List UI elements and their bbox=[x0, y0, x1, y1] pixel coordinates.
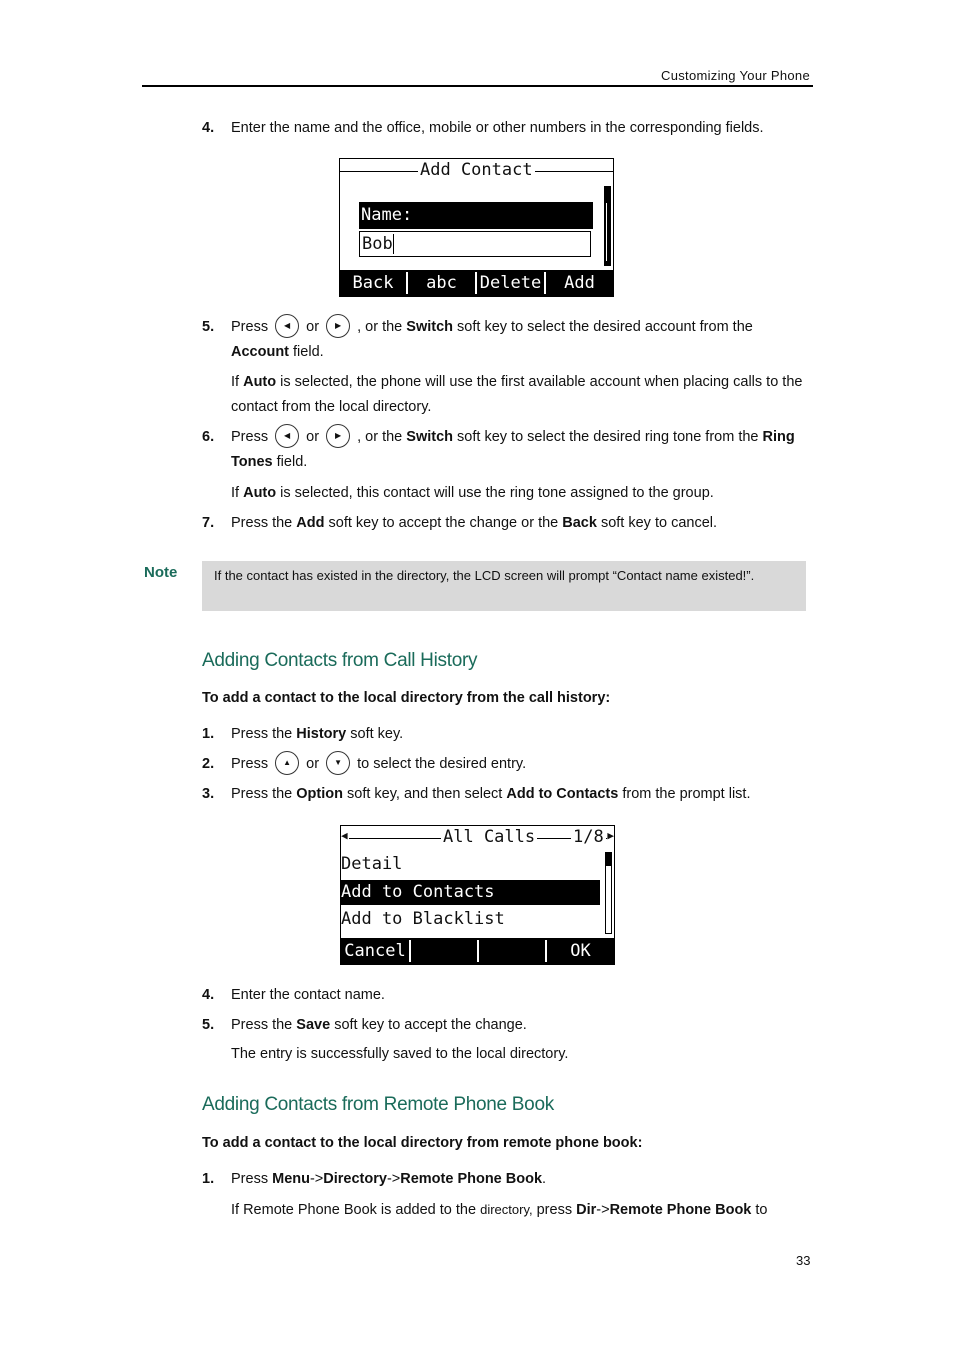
auto-term: Auto bbox=[243, 374, 277, 390]
note-label: Note bbox=[144, 564, 178, 581]
softkey-delete[interactable]: Delete bbox=[477, 270, 544, 296]
text: to bbox=[755, 1202, 768, 1218]
step-number: 2. bbox=[202, 756, 215, 772]
softkey-abc[interactable]: abc bbox=[408, 270, 475, 296]
menu-item-add-to-contacts[interactable] bbox=[341, 880, 600, 905]
name-input[interactable] bbox=[359, 231, 591, 257]
step-5-select-account bbox=[202, 315, 814, 365]
text: soft key, and then select bbox=[347, 786, 503, 802]
softkey-ok[interactable]: OK bbox=[547, 938, 614, 964]
lcd-add-contact-screen bbox=[339, 158, 614, 297]
ring-tones-term: Ring bbox=[762, 429, 795, 445]
softkey-separator bbox=[545, 940, 547, 962]
section-heading-call-history: Adding Contacts from Call History bbox=[202, 650, 478, 671]
step-4-enter-fields bbox=[202, 116, 814, 141]
text: , or the bbox=[357, 319, 403, 335]
menu-item-detail[interactable]: Detail bbox=[341, 854, 403, 874]
switch-softkey-term: Switch bbox=[406, 319, 454, 335]
text: directory, bbox=[480, 1202, 533, 1217]
step-text bbox=[231, 1013, 814, 1038]
remote-book-note bbox=[231, 1197, 816, 1223]
call-history-step-4 bbox=[202, 983, 814, 1008]
right-arrow-icon: ▶ bbox=[607, 829, 614, 842]
procedure-title: To add a contact to the local directory from the call history: bbox=[202, 690, 611, 706]
back-softkey-term: Back bbox=[562, 515, 597, 531]
left-arrow-icon: ◀ bbox=[341, 829, 348, 842]
text: or bbox=[306, 429, 320, 445]
call-history-step-5 bbox=[202, 1013, 814, 1038]
text: Press bbox=[231, 429, 269, 445]
step-number: 4. bbox=[202, 120, 215, 136]
text: is selected, the phone will use the first available account when placing calls to the contact from the local directory. bbox=[231, 374, 803, 415]
text: soft key to accept the change. bbox=[334, 1017, 527, 1033]
auto-term: Auto bbox=[243, 485, 277, 501]
text: soft key to accept the change or the bbox=[328, 515, 559, 531]
down-navigation-key-icon: ▼ bbox=[326, 751, 350, 775]
text: field. bbox=[276, 454, 308, 470]
step-number: 5. bbox=[202, 319, 215, 335]
arrow-text: -> bbox=[596, 1202, 610, 1218]
text: If Remote Phone Book is added to the bbox=[231, 1202, 477, 1218]
remote-phone-book-term: Remote Phone Book bbox=[400, 1171, 543, 1187]
text: to select the desired entry. bbox=[357, 756, 527, 772]
text: Press the bbox=[231, 726, 293, 742]
text: Press the bbox=[231, 786, 293, 802]
text: , or the bbox=[357, 429, 403, 445]
auto-ringtone-note bbox=[231, 481, 816, 506]
step-text: Enter the name and the office, mobile or other numbers in the corresponding fields. bbox=[231, 120, 764, 136]
option-softkey-term: Option bbox=[296, 786, 343, 802]
call-history-step-1 bbox=[202, 722, 814, 747]
text: Press bbox=[231, 1171, 269, 1187]
step-number: 5. bbox=[202, 1017, 215, 1033]
step-6-select-ring-tone bbox=[202, 425, 814, 475]
softkey-cancel[interactable]: Cancel bbox=[341, 938, 409, 964]
menu-item-add-to-blacklist[interactable]: Add to Blacklist bbox=[341, 909, 505, 929]
step-number: 1. bbox=[202, 1171, 215, 1187]
step-text bbox=[231, 425, 814, 475]
lcd-title: All Calls bbox=[443, 827, 536, 847]
text-cursor bbox=[393, 234, 394, 254]
auto-account-note bbox=[231, 370, 816, 420]
text: press bbox=[532, 1202, 573, 1218]
text: or bbox=[306, 319, 320, 335]
right-navigation-key-icon: ▶ bbox=[326, 424, 350, 448]
running-header: Customizing Your Phone bbox=[661, 68, 810, 83]
softkey-empty[interactable] bbox=[479, 938, 545, 964]
scrollbar-track bbox=[606, 203, 607, 261]
softkey-separator bbox=[409, 940, 411, 962]
step-number: 6. bbox=[202, 429, 215, 445]
add-to-contacts-term: Add to Contacts bbox=[506, 786, 619, 802]
right-navigation-key-icon: ▶ bbox=[326, 314, 350, 338]
up-navigation-key-icon: ▲ bbox=[275, 751, 299, 775]
dir-term: Dir bbox=[576, 1202, 597, 1218]
text: If bbox=[231, 485, 240, 501]
text: Press bbox=[231, 756, 269, 772]
menu-term: Menu bbox=[272, 1171, 310, 1187]
call-history-step-2 bbox=[202, 752, 814, 777]
arrow-text: -> bbox=[309, 1171, 324, 1187]
step-text bbox=[231, 722, 814, 747]
page-number: 33 bbox=[796, 1253, 811, 1268]
switch-softkey-term: Switch bbox=[406, 429, 454, 445]
remote-phone-book-term: Remote Phone Book bbox=[609, 1202, 752, 1218]
text: soft key to select the desired account from the bbox=[457, 319, 753, 335]
text: If bbox=[231, 374, 240, 390]
text: from the prompt list. bbox=[622, 786, 751, 802]
add-softkey-term: Add bbox=[296, 515, 325, 531]
name-value: Bob bbox=[362, 234, 393, 254]
menu-item-label: Add to Contacts bbox=[341, 882, 495, 902]
remote-book-step-1 bbox=[202, 1167, 814, 1192]
text: Press the bbox=[231, 515, 293, 531]
note-text: If the contact has existed in the directory, the LCD screen will prompt “Contact name existed!”. bbox=[214, 568, 755, 583]
left-navigation-key-icon: ◀ bbox=[275, 314, 299, 338]
note-box bbox=[202, 561, 806, 611]
step-number: 1. bbox=[202, 726, 215, 742]
name-label: Name: bbox=[361, 205, 413, 225]
step-text bbox=[231, 315, 814, 365]
name-label-highlight bbox=[359, 202, 593, 229]
lcd-all-calls-screen bbox=[340, 825, 615, 965]
step-text bbox=[231, 782, 814, 807]
arrow-text: -> bbox=[386, 1171, 401, 1187]
save-softkey-term: Save bbox=[296, 1017, 331, 1033]
history-softkey-term: History bbox=[296, 726, 347, 742]
softkey-separator bbox=[544, 272, 546, 294]
softkey-separator bbox=[477, 940, 479, 962]
text: soft key. bbox=[350, 726, 404, 742]
ring-tones-term: Tones bbox=[231, 454, 273, 470]
account-field-term: Account bbox=[231, 344, 289, 360]
step-text bbox=[231, 511, 814, 536]
text: is selected, this contact will use the ring tone assigned to the group. bbox=[280, 485, 714, 501]
lcd-title: Add Contact bbox=[420, 160, 533, 180]
left-navigation-key-icon: ◀ bbox=[275, 424, 299, 448]
text: Press the bbox=[231, 1017, 293, 1033]
text: . bbox=[542, 1171, 547, 1187]
step-text bbox=[231, 1167, 814, 1192]
header-rule bbox=[142, 85, 813, 87]
procedure-title: To add a contact to the local directory from remote phone book: bbox=[202, 1135, 643, 1151]
text: soft key to select the desired ring tone from the bbox=[457, 429, 759, 445]
text: or bbox=[306, 756, 320, 772]
page-indicator: 1/8 bbox=[573, 827, 604, 847]
step-7-accept bbox=[202, 511, 814, 536]
call-history-step-3 bbox=[202, 782, 814, 807]
directory-term: Directory bbox=[323, 1171, 387, 1187]
scrollbar-thumb bbox=[605, 852, 612, 866]
step-number: 7. bbox=[202, 515, 215, 531]
softkey-separator bbox=[406, 272, 408, 294]
step-number: 4. bbox=[202, 987, 215, 1003]
softkey-separator bbox=[475, 272, 477, 294]
step-number: 3. bbox=[202, 786, 215, 802]
saved-note: The entry is successfully saved to the local directory. bbox=[231, 1046, 569, 1062]
softkey-add[interactable]: Add bbox=[546, 270, 613, 296]
step-text bbox=[231, 752, 814, 777]
section-heading-remote-phone-book: Adding Contacts from Remote Phone Book bbox=[202, 1094, 554, 1115]
softkey-empty[interactable] bbox=[411, 938, 477, 964]
text: soft key to cancel. bbox=[600, 515, 718, 531]
step-text: Enter the contact name. bbox=[231, 987, 385, 1003]
text: Press bbox=[231, 319, 269, 335]
softkey-back[interactable]: Back bbox=[340, 270, 406, 296]
text: field. bbox=[293, 344, 324, 360]
